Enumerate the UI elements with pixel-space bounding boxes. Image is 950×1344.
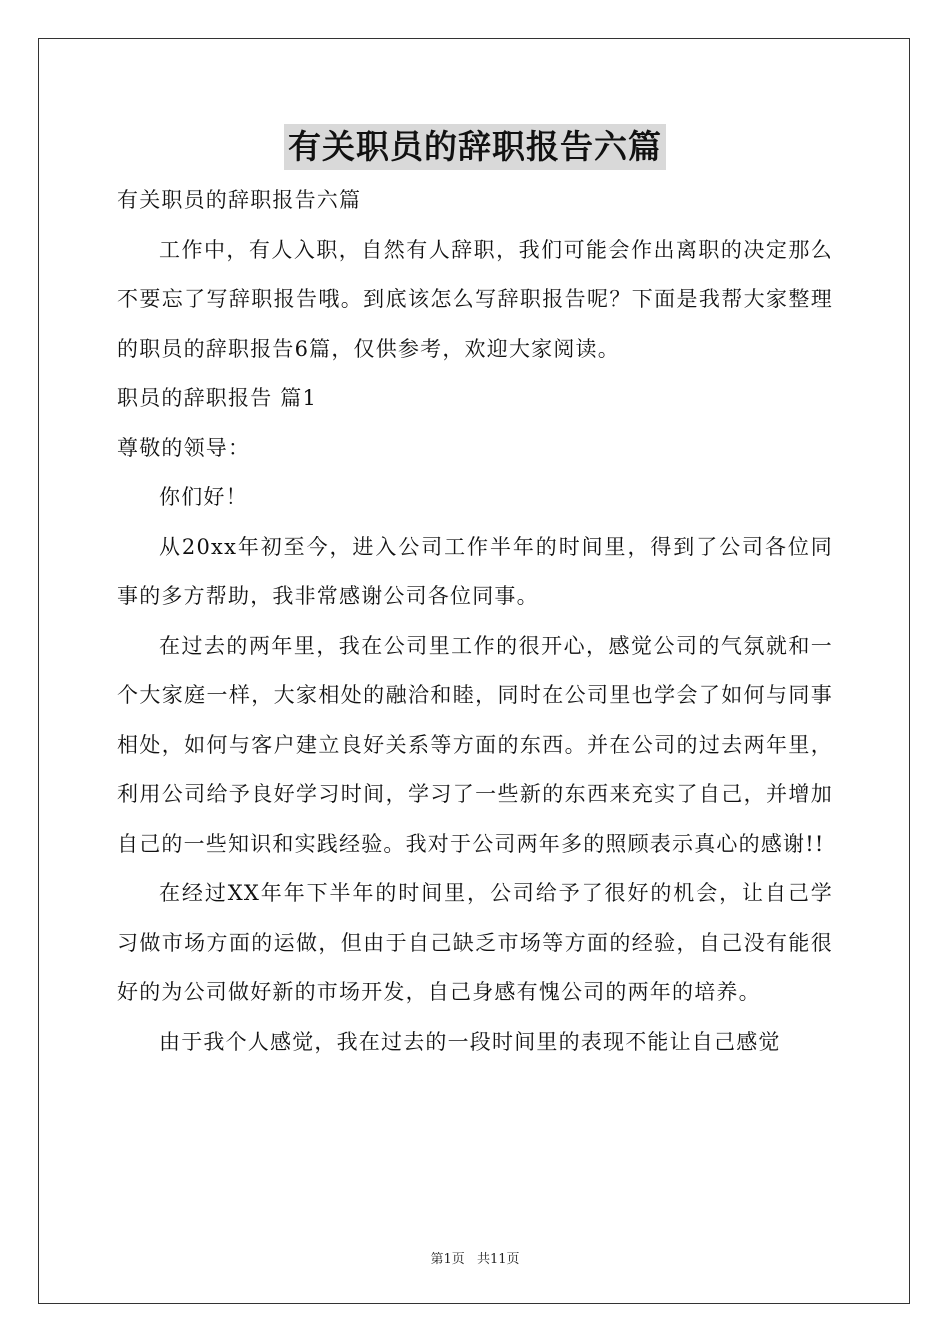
- paragraph: 在经过XX年年下半年的时间里，公司给予了很好的机会，让自己学习做市场方面的运做，但由于自己缺乏市场等方面的经验，自己没有能很好的为公司做好新的市场开发，自己身感有愧公司的两年的培养。: [117, 881, 833, 1004]
- title-container: [0, 124, 950, 170]
- document-body: [117, 176, 833, 1067]
- page-footer: [0, 1248, 950, 1267]
- page-number: 第1页: [430, 1252, 465, 1267]
- paragraph: 工作中，有人入职，自然有人辞职，我们可能会作出离职的决定那么不要忘了写辞职报告哦。到底该怎么写辞职报告呢？下面是我帮大家整理的职员的辞职报告6篇，仅供参考，欢迎大家阅读。: [117, 237, 833, 361]
- paragraph: 由于我个人感觉，我在过去的一段时间里的表现不能让自己感觉: [159, 1029, 781, 1054]
- document-title: 有关职员的辞职报告六篇: [284, 124, 666, 170]
- greeting: 你们好！: [159, 485, 248, 509]
- paragraph: 从20xx年初至今，进入公司工作半年的时间里，得到了公司各位同事的多方帮助，我非常感谢公司各位同事。: [117, 534, 833, 608]
- paragraph: 有关职员的辞职报告六篇: [117, 188, 362, 212]
- paragraph: 在过去的两年里，我在公司里工作的很开心，感觉公司的气氛就和一个大家庭一样，大家相处的融洽和睦，同时在公司里也学会了如何与同事相处，如何与客户建立良好关系等方面的东西。并在公司的过去两年里，利用公司给予良好学习时间，学习了一些新的东西来充实了自己，并增加自己的一些知识和实践经验。我对于公司两年多的照顾表示真心的感谢!!: [117, 633, 833, 856]
- salutation: 尊敬的领导：: [117, 435, 251, 460]
- section-heading: 职员的辞职报告 篇1: [117, 386, 318, 410]
- page-total: 共11页: [476, 1252, 520, 1267]
